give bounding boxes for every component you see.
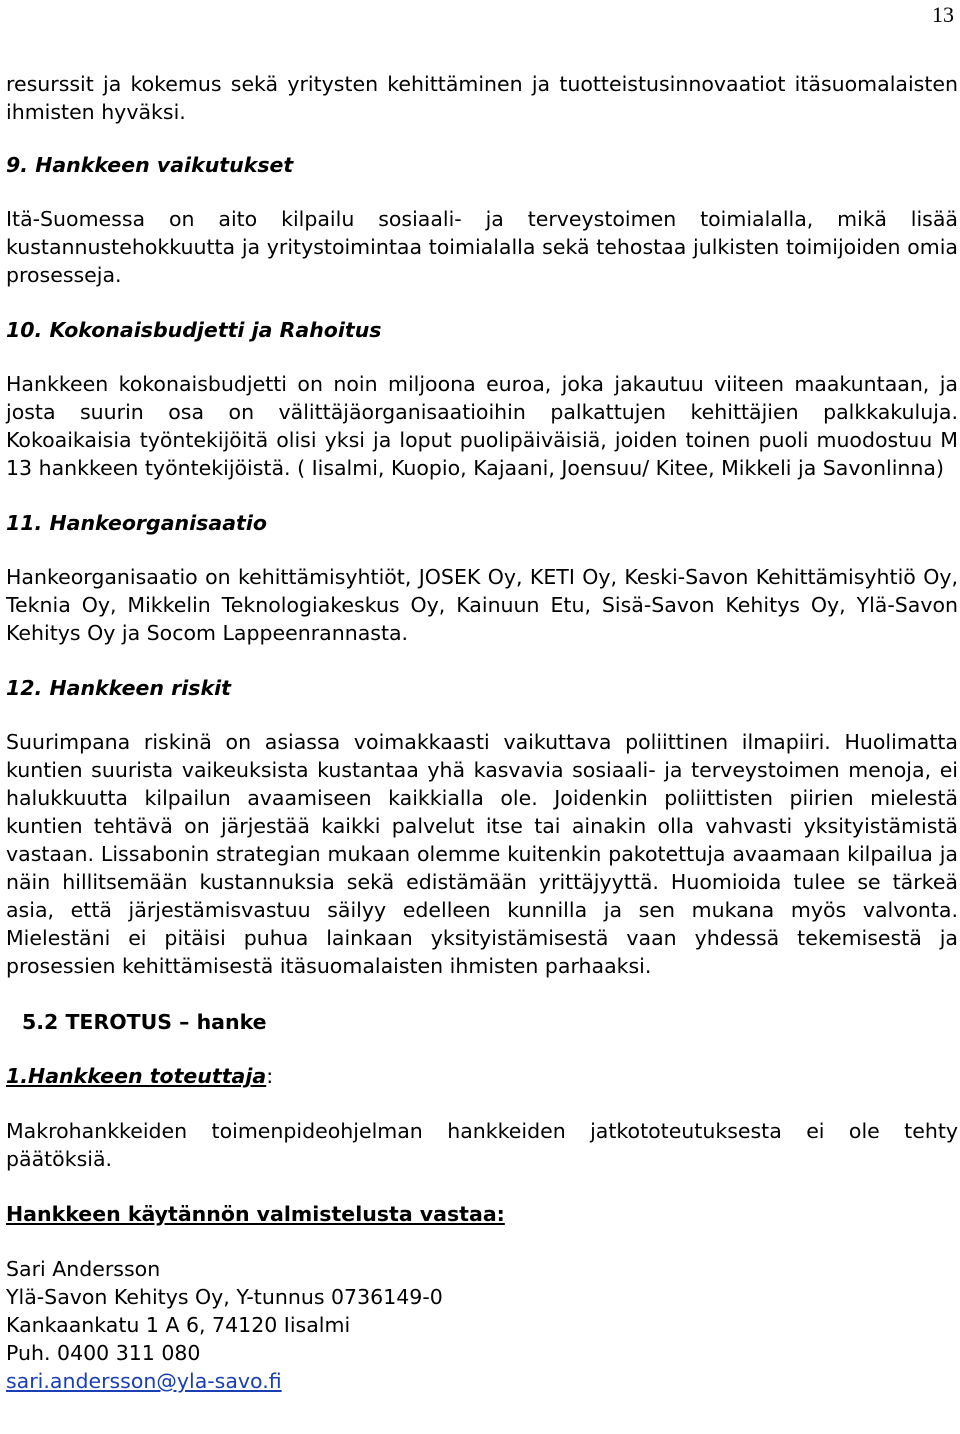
contact-address: Kankaankatu 1 A 6, 74120 Iisalmi (6, 1313, 351, 1337)
paragraph-kokonaisbudjetti: Hankkeen kokonaisbudjetti on noin miljoona euroa, joka jakautuu viiteen maakuntaan, ja josta suurin osa on välittäjäorganisaatioihin palkattujen kehittäjien palkkakuluja. Kokoaikaisia työntekijöitä olisi yksi ja loput puolipäiväisiä, joiden toinen puoli muodostuu M 13 hankkeen työntekijöistä. ( Iisalmi, Kuopio, Kajaani, Joensuu/ Kitee, Mikkeli ja Savonlinna) (6, 372, 958, 480)
heading-valmistelu (6, 1200, 958, 1228)
paragraph-hankeorganisaatio: Hankeorganisaatio on kehittämisyhtiöt, JOSEK Oy, KETI Oy, Keski-Savon Kehittämisyhtiö Oy, Teknia Oy, Mikkelin Teknologiakeskus Oy, Kainuun Etu, Sisä-Savon Kehitys Oy, Ylä-Savon Kehitys Oy ja Socom Lappeenrannasta. (6, 565, 958, 645)
heading-vaikutukset: 9. Hankkeen vaikutukset (6, 153, 294, 177)
intro-paragraph: resurssit ja kokemus sekä yritysten kehittäminen ja tuotteistusinnovaatiot itäsuomalaisten ihmisten hyväksi. (6, 72, 958, 124)
contact-email-link[interactable]: sari.andersson@yla-savo.fi (6, 1369, 282, 1393)
document-body (6, 70, 958, 1395)
contact-organization: Ylä-Savon Kehitys Oy, Y-tunnus 0736149-0 (6, 1285, 443, 1309)
contact-block (6, 1255, 958, 1395)
heading-toteuttaja (6, 1062, 958, 1090)
heading-toteuttaja-colon: : (266, 1064, 274, 1088)
heading-kokonaisbudjetti: 10. Kokonaisbudjetti ja Rahoitus (6, 318, 382, 342)
page-number: 13 (932, 2, 954, 27)
heading-toteuttaja-text: 1.Hankkeen toteuttaja (6, 1064, 267, 1088)
contact-phone: Puh. 0400 311 080 (6, 1341, 201, 1365)
section-heading-terotus: 5.2 TEROTUS – hanke (22, 1010, 267, 1034)
paragraph-riskit: Suurimpana riskinä on asiassa voimakkaasti vaikuttava poliittinen ilmapiiri. Huolimatta kuntien suurista vaikeuksista kustantaa yhä kasvavia sosiaali- ja terveystoimen menoja, ei halukkuutta kilpailun avaamiseen kaikkialla ole. Joidenkin poliittisten piirien mielestä kuntien tehtävä on järjestää kaikki palvelut itse tai ainakin olla vahvasti yksityistämistä vastaan. Lissabonin strategian mukaan olemme kuitenkin pakotettuja avaamaan kilpailua ja näin hillitsemään kustannuksia sekä edistämään yrittäjyyttä. Huomioida tulee se tärkeä asia, että järjestämisvastuu säilyy edelleen kunnilla ja sen mukana myös valvonta. Mielestäni ei pitäisi puhua lainkaan yksityistämisestä vaan yhdessä tekemisestä ja prosessien kehittämisestä itäsuomalaisten ihmisten parhaaksi. (6, 730, 958, 978)
paragraph-vaikutukset: Itä-Suomessa on aito kilpailu sosiaali- ja terveystoimen toimialalla, mikä lisää kustannustehokkuutta ja yritystoimintaa toimialalla sekä tehostaa julkisten toimijoiden omia prosesseja. (6, 207, 958, 287)
paragraph-toteuttaja: Makrohankkeiden toimenpideohjelman hankkeiden jatkototeutuksesta ei ole tehty päätöksiä. (6, 1119, 958, 1171)
heading-riskit: 12. Hankkeen riskit (6, 676, 231, 700)
heading-hankeorganisaatio: 11. Hankeorganisaatio (6, 511, 267, 535)
heading-valmistelu-text: Hankkeen käytännön valmistelusta vastaa: (6, 1202, 505, 1226)
contact-name: Sari Andersson (6, 1257, 161, 1281)
